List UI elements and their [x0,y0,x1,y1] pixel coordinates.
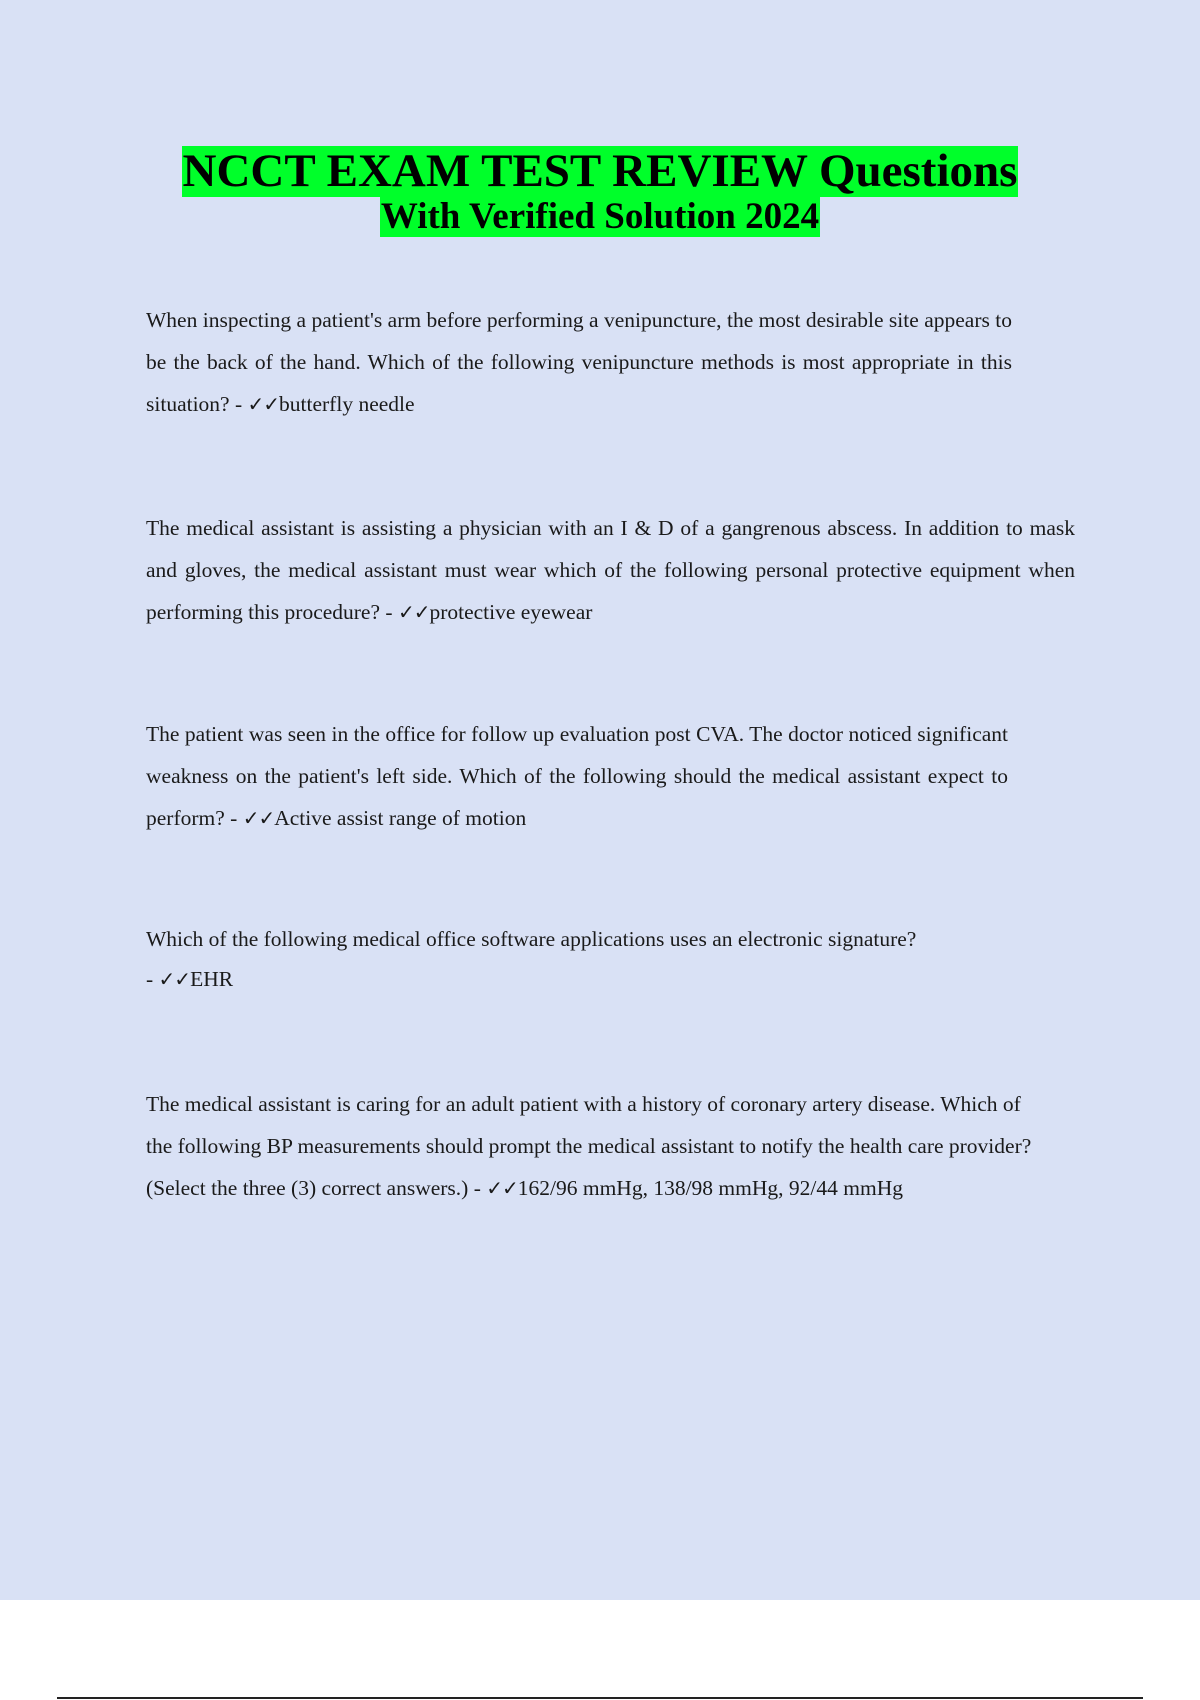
double-check-icon: ✓✓ [242,806,275,830]
title-line-1: NCCT EXAM TEST REVIEW Questions [182,145,1018,197]
question-item [146,507,1075,633]
question-item [146,919,1046,999]
question-text: The patient was seen in the office for follow up evaluation post CVA. The doctor noticed significant weakness on the patient's left side. Which of the following should the medical assistant expect to perform? - [146,722,1008,830]
double-check-icon: ✓✓ [397,600,430,624]
question-text: When inspecting a patient's arm before performing a venipuncture, the most desirable site appears to be the back of the hand. Which of the following venipuncture methods is most appropriate in this situation? - [146,308,1012,416]
question-item [146,713,1008,839]
question-text: Which of the following medical office software applications uses an electronic signature? [146,927,917,951]
question-item [146,299,1012,425]
double-check-icon: ✓✓ [158,967,191,991]
question-item [146,1083,1046,1209]
answer-text: protective eyewear [429,600,593,624]
question-text: The medical assistant is caring for an adult patient with a history of coronary artery disease. Which of the following BP measurements should prompt the medical assistant to notify the health care provider? (Select the three (3) correct answers.) - [146,1092,1032,1200]
answer-text: Active assist range of motion [274,806,527,830]
answer-text: butterfly needle [279,392,415,416]
title-line-2: With Verified Solution 2024 [380,195,820,237]
footer-divider [57,1697,1143,1699]
double-check-icon: ✓✓ [486,1176,518,1200]
document-title [0,146,1200,237]
question-text: The medical assistant is assisting a physician with an I & D of a gangrenous abscess. In addition to mask and gloves, the medical assistant must wear which of the following personal protective equipment when performing this procedure? - [146,516,1075,624]
double-check-icon: ✓✓ [247,392,280,416]
answer-text: 162/96 mmHg, 138/98 mmHg, 92/44 mmHg [517,1176,903,1200]
answer-text: EHR [190,967,234,991]
question-text-continued: - [146,967,159,991]
